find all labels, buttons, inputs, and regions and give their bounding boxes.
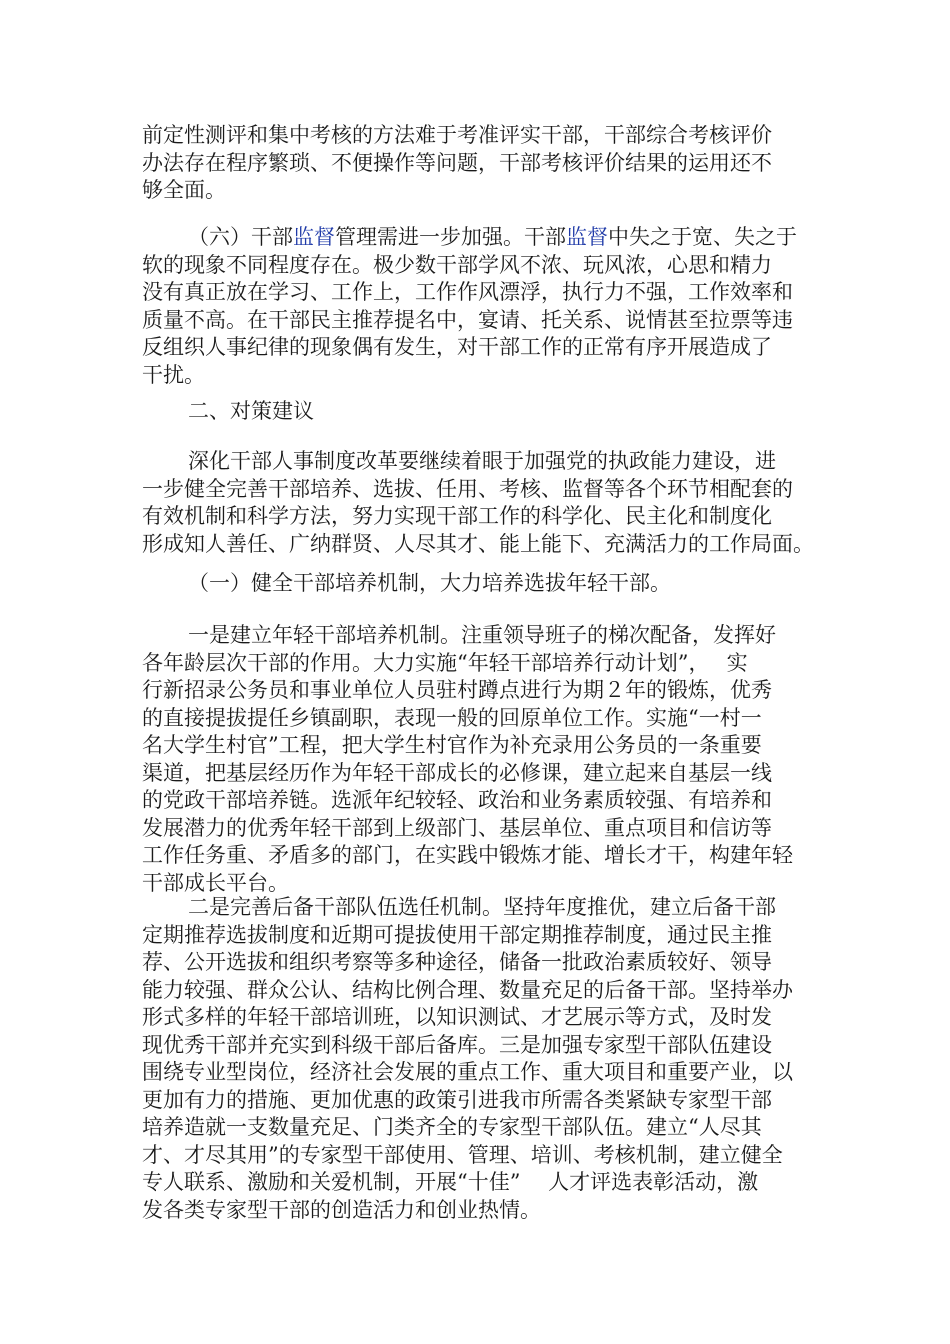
text-line: 反组织人事纪律的现象偶有发生，对干部工作的正常有序开展造成了 — [142, 335, 772, 359]
text-line: 前定性测评和集中考核的方法难于考准评实干部，干部综合考核评价 — [142, 123, 772, 147]
text-line: 专人联系、激励和关爱机制，开展“十佳” 人才评选表彰活动，激 — [142, 1170, 759, 1194]
text-line: 各年龄层次干部的作用。大力实施“年轻干部培养行动计划”， 实 — [142, 650, 748, 675]
text-line: 渠道，把基层经历作为年轻干部成长的必修课，建立起来自基层一线 — [142, 760, 772, 785]
text-line: 形成知人善任、广纳群贤、人尽其才、能上能下、充满活力的工作局面。 — [142, 531, 814, 556]
text-segment: （六）干部 — [188, 225, 293, 249]
subheading-text: （一）健全干部培养机制，大力培养选拔年轻干部。 — [188, 571, 671, 595]
text-line: 围绕专业型岗位，经济社会发展的重点工作、重大项目和重要产业，以 — [142, 1060, 793, 1084]
supervision-link[interactable]: 监督 — [566, 225, 608, 249]
text-line: 发各类专家型干部的创造活力和创业热情。 — [142, 1197, 541, 1222]
text-line: 行新招录公务员和事业单位人员驻村蹲点进行为期２年的锻炼，优秀 — [142, 678, 772, 702]
text-line: 一是建立年轻干部培养机制。注重领导班子的梯次配备，发挥好 — [188, 623, 776, 647]
text-line: 才、才尽其用”的专家型干部使用、管理、培训、考核机制，建立健全 — [142, 1142, 783, 1167]
text-line: 定期推荐选拔制度和近期可提拔使用干部定期推荐制度，通过民主推 — [142, 922, 772, 947]
text-line: 的直接提拔提任乡镇副职，表现一般的回原单位工作。实施“一村一 — [142, 705, 762, 730]
heading-text: 二、对策建议 — [188, 399, 314, 423]
text-line: 一步健全完善干部培养、选拔、任用、考核、监督等各个环节相配套的 — [142, 476, 793, 501]
paragraph-reserve-cadres — [142, 894, 810, 1224]
text-line: 有效机制和科学方法，努力实现干部工作的科学化、民主化和制度化 — [142, 504, 772, 528]
text-line: 干部成长平台。 — [142, 870, 289, 895]
text-line: 名大学生村官”工程，把大学生村官作为补充录用公务员的一条重要 — [142, 733, 762, 757]
text-segment: 中失之于宽、失之于 — [608, 225, 797, 249]
text-line: 干扰。 — [142, 362, 205, 387]
text-line: 工作任务重、矛盾多的部门，在实践中锻炼才能、增长才干，构建年轻 — [142, 843, 793, 867]
text-line: 培养造就一支数量充足、门类齐全的专家型干部队伍。建立“人尽其 — [142, 1115, 762, 1139]
text-line: 办法存在程序繁琐、不便操作等问题，干部考核评价结果的运用还不 — [142, 150, 772, 175]
text-segment: 管理需进一步加强。干部 — [335, 225, 566, 249]
paragraph-youth-training — [142, 622, 810, 897]
paragraph-reform-intro — [142, 448, 814, 558]
text-line: 深化干部人事制度改革要继续着眼于加强党的执政能力建设，进 — [188, 449, 776, 473]
text-line: 软的现象不同程度存在。极少数干部学风不浓、玩风浓，心思和精力 — [142, 252, 772, 277]
text-line: 发展潜力的优秀年轻干部到上级部门、基层单位、重点项目和信访等 — [142, 815, 772, 840]
text-line: 二是完善后备干部队伍选任机制。坚持年度推优，建立后备干部 — [188, 895, 776, 919]
text-line: 的党政干部培养链。选派年纪较轻、政治和业务素质较强、有培养和 — [142, 788, 772, 812]
supervision-link[interactable]: 监督 — [293, 225, 335, 249]
paragraph-supervision — [142, 224, 810, 389]
text-line: 能力较强、群众公认、结构比例合理、数量充足的后备干部。坚持举办 — [142, 977, 793, 1002]
paragraph-assessment-issues — [142, 122, 810, 205]
subheading — [142, 570, 810, 598]
text-line: 质量不高。在干部民主推荐提名中，宴请、托关系、说情甚至拉票等违 — [142, 307, 793, 332]
text-line: 现优秀干部并充实到科级干部后备库。三是加强专家型干部队伍建设 — [142, 1032, 772, 1057]
section-heading — [142, 398, 810, 426]
text-line: 更加有力的措施、更加优惠的政策引进我市所需各类紧缺专家型干部 — [142, 1087, 772, 1112]
text-line: 没有真正放在学习、工作上，工作作风漂浮，执行力不强，工作效率和 — [142, 280, 793, 304]
text-line: 形式多样的年轻干部培训班，以知识测试、才艺展示等方式，及时发 — [142, 1005, 772, 1029]
text-line: 够全面。 — [142, 178, 226, 202]
text-line — [142, 224, 810, 252]
text-line: 荐、公开选拔和组织考察等多种途径，储备一批政治素质较好、领导 — [142, 950, 772, 974]
